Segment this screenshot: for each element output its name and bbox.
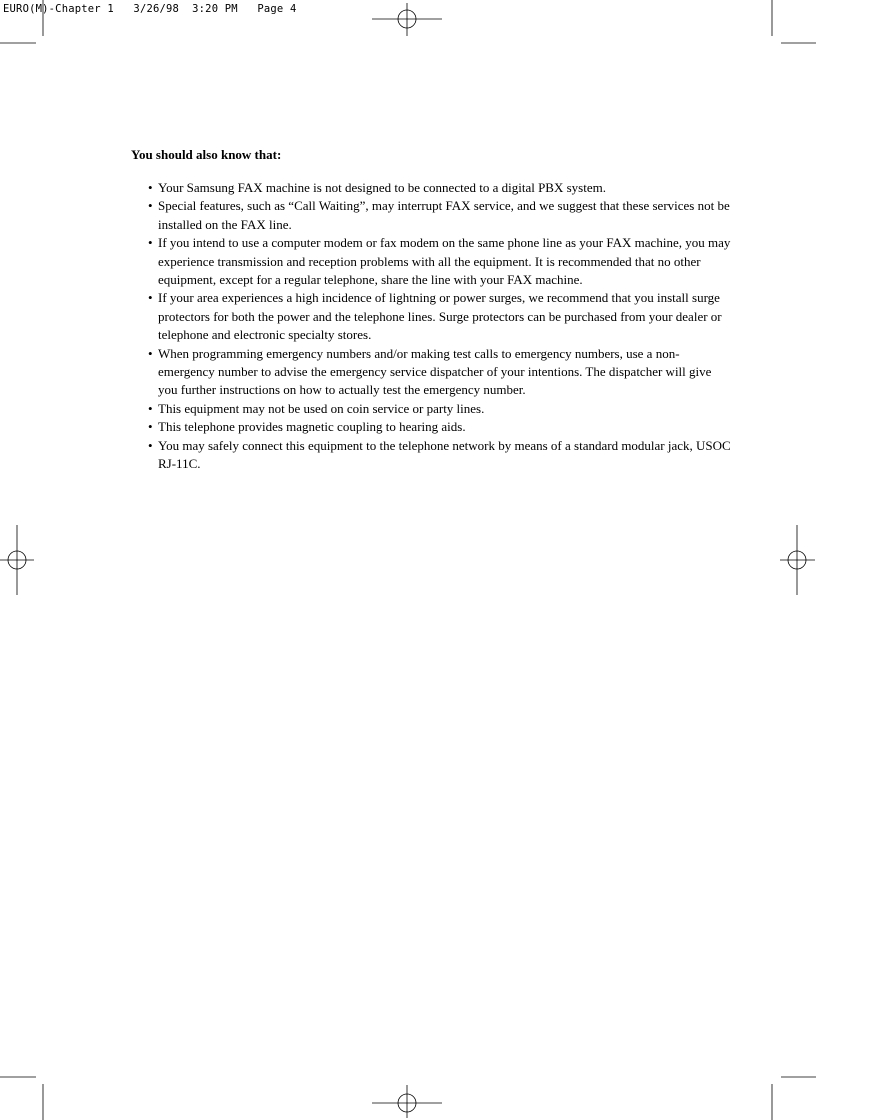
list-item: • You may safely connect this equipment to the telephone network by means of a standard modular jack, USOC RJ-11C. [148,437,731,474]
registration-mark-right [780,525,815,595]
registration-mark-left [0,525,34,595]
main-content [131,147,731,474]
list-item: • When programming emergency numbers and/or making test calls to emergency numbers, use a non-emergency number to advise the emergency service dispatcher of your intentions. The dispatcher will give you further instructions on how to actually test the emergency number. [148,345,731,400]
print-slug: EURO(M)-Chapter 1 3/26/98 3:20 PM Page 4 [3,3,297,15]
list-item: • If you intend to use a computer modem or fax modem on the same phone line as your FAX machine, you may experience transmission and reception problems with all the equipment. It is recommended that no other equipment, except for a regular telephone, share the line with your FAX machine. [148,234,731,289]
list-item: • If your area experiences a high incidence of lightning or power surges, we recommend that you install surge protectors for both the power and the telephone lines. Surge protectors can be purchased from your dealer or telephone and electronic specialty stores. [148,289,731,344]
section-heading: You should also know that: [131,147,282,162]
registration-mark-bottom [372,1085,442,1118]
list-item: • Your Samsung FAX machine is not designed to be connected to a digital PBX system. [148,179,731,197]
list-item: • Special features, such as “Call Waiting”, may interrupt FAX service, and we suggest that these services not be installed on the FAX line. [148,197,731,234]
list-item: • This telephone provides magnetic coupling to hearing aids. [148,418,731,436]
notice-list [131,179,731,474]
list-item: • This equipment may not be used on coin service or party lines. [148,400,731,418]
registration-mark-top [372,3,442,36]
